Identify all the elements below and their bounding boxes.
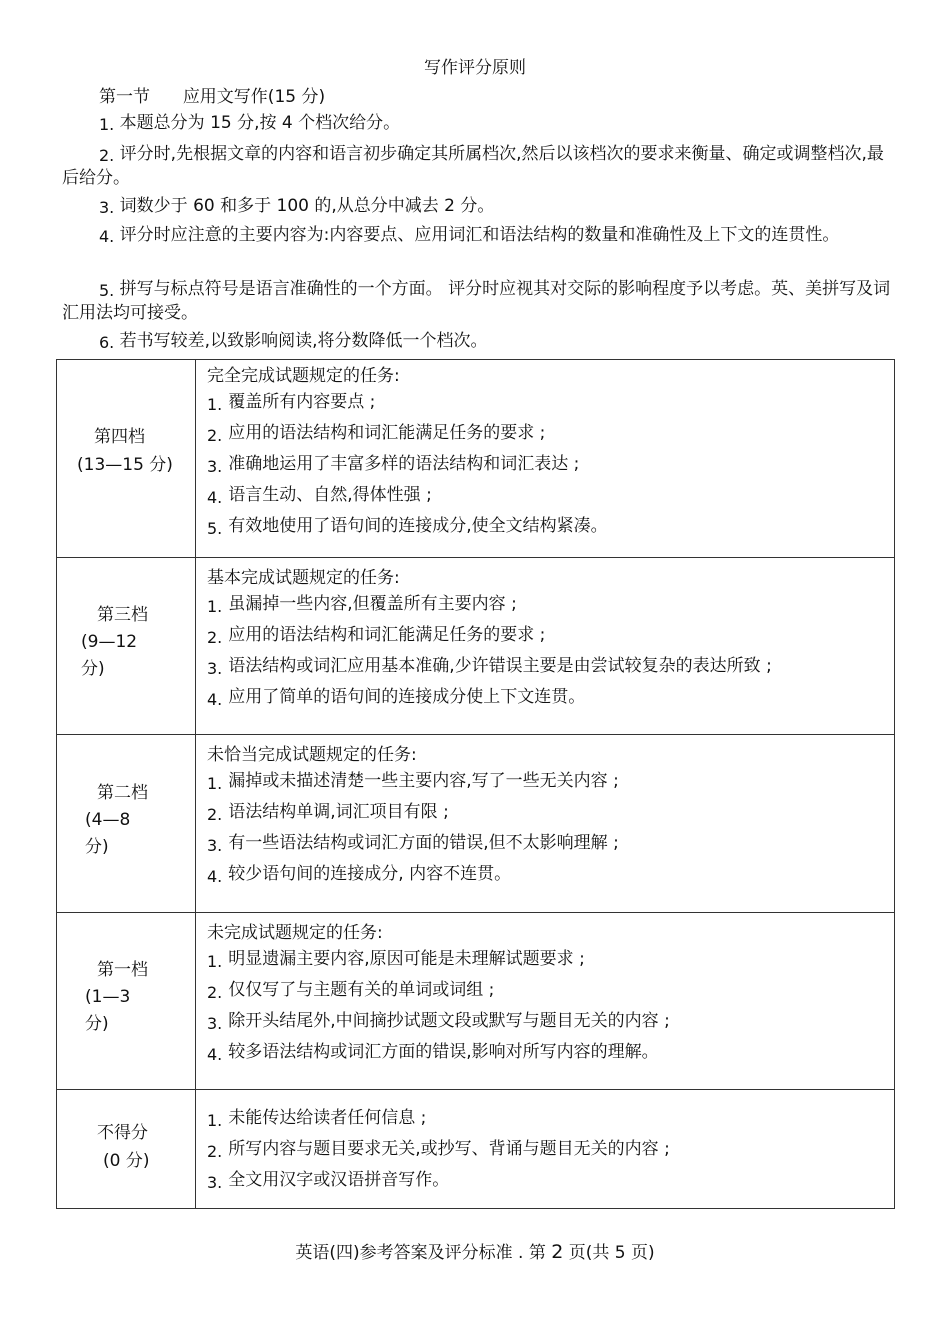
section-title: 应用文写作(15 分) (182, 87, 326, 107)
list-item: 3. 准确地运用了丰富多样的语法结构和词汇表达 ; (207, 454, 580, 476)
list-item: 3. 除开头结尾外,中间摘抄试题文段或默写与题目无关的内容 ; (207, 1011, 670, 1033)
level-range: (1—3 分) (85, 987, 131, 1034)
level-description (196, 360, 895, 558)
level-row (57, 1090, 895, 1209)
level-name: 第一档 (97, 960, 148, 980)
rule-4: 4. 评分时应注意的主要内容为:内容要点、应用词汇和语法结构的数量和准确性及上下文的连贯性。 (99, 225, 840, 246)
level-range: (13—15 分) (77, 454, 173, 475)
list-item: 1. 明显遗漏主要内容,原因可能是未理解试题要求 ; (207, 949, 585, 971)
level-range: (0 分) (103, 1151, 150, 1171)
level-cell (57, 558, 196, 735)
rule-1: 1. 本题总分为 15 分,按 4 个档次给分。 (99, 113, 401, 134)
rule-5: 5. 拼写与标点符号是语言准确性的一个方面。 评分时应视其对交际的影响程度予以考虑。英、美拼写及词汇用法均可接受。 (62, 279, 891, 323)
level-row (57, 735, 895, 913)
level-heading: 完全完成试题规定的任务: (207, 366, 400, 386)
section-label: 第一节 (99, 87, 150, 107)
list-item: 3. 语法结构或词汇应用基本准确,少许错误主要是由尝试较复杂的表达所致 ; (207, 656, 772, 678)
level-heading: 未恰当完成试题规定的任务: (207, 745, 417, 765)
rule-6: 6. 若书写较差,以致影响阅读,将分数降低一个档次。 (99, 331, 488, 352)
list-item: 2. 应用的语法结构和词汇能满足任务的要求 ; (207, 625, 546, 647)
page-footer (0, 1238, 950, 1263)
level-row (57, 558, 895, 735)
list-item: 1. 漏掉或未描述清楚一些主要内容,写了一些无关内容 ; (207, 771, 619, 793)
footer-page-number: 2 (551, 1241, 564, 1263)
level-heading: 未完成试题规定的任务: (207, 923, 383, 943)
list-item: 2. 仅仅写了与主题有关的单词或词组 ; (207, 980, 495, 1002)
list-item: 4. 应用了简单的语句间的连接成分使上下文连贯。 (207, 687, 586, 709)
level-heading: 基本完成试题规定的任务: (207, 568, 400, 588)
list-item: 1. 未能传达给读者任何信息 ; (207, 1108, 427, 1130)
level-description (196, 913, 895, 1090)
list-item: 1. 虽漏掉一些内容,但覆盖所有主要内容 ; (207, 594, 517, 616)
level-name: 第三档 (97, 605, 148, 625)
rule-2: 2. 评分时,先根据文章的内容和语言初步确定其所属档次,然后以该档次的要求来衡量、确定或调整档次,最后给分。 (62, 144, 884, 188)
list-item: 4. 语言生动、自然,得体性强 ; (207, 485, 432, 507)
level-name: 第二档 (97, 782, 148, 803)
list-item: 4. 较多语法结构或词汇方面的错误,影响对所写内容的理解。 (207, 1042, 659, 1064)
level-row (57, 360, 895, 558)
level-row (57, 913, 895, 1090)
list-item: 1. 覆盖所有内容要点 ; (207, 392, 376, 414)
list-item: 2. 应用的语法结构和词汇能满足任务的要求 ; (207, 423, 546, 445)
footer-prefix: 英语(四)参考答案及评分标准 . 第 (295, 1243, 546, 1263)
list-item: 4. 较少语句间的连接成分, 内容不连贯。 (207, 864, 512, 886)
level-description (196, 1090, 895, 1209)
level-description (196, 735, 895, 913)
level-description (196, 558, 895, 735)
list-item: 2. 语法结构单调,词汇项目有限 ; (207, 802, 449, 824)
scoring-table (56, 359, 895, 1209)
level-range: (9—12 分) (81, 632, 138, 679)
footer-suffix: 页(共 5 页) (568, 1243, 655, 1263)
list-item: 2. 所写内容与题目要求无关,或抄写、背诵与题目无关的内容 ; (207, 1139, 670, 1161)
level-name: 第四档 (94, 426, 145, 447)
level-cell (57, 735, 196, 913)
list-item: 5. 有效地使用了语句间的连接成分,使全文结构紧凑。 (207, 516, 608, 538)
section-heading (99, 82, 325, 107)
page-title: 写作评分原则 (424, 58, 526, 78)
rule-3: 3. 词数少于 60 和多于 100 的,从总分中减去 2 分。 (99, 196, 495, 217)
level-cell (57, 1090, 196, 1209)
list-item: 3. 全文用汉字或汉语拼音写作。 (207, 1170, 450, 1192)
level-cell (57, 360, 196, 558)
level-cell (57, 913, 196, 1090)
level-range: (4—8 分) (85, 809, 131, 857)
list-item: 3. 有一些语法结构或词汇方面的错误,但不太影响理解 ; (207, 833, 619, 855)
level-name: 不得分 (97, 1123, 148, 1143)
